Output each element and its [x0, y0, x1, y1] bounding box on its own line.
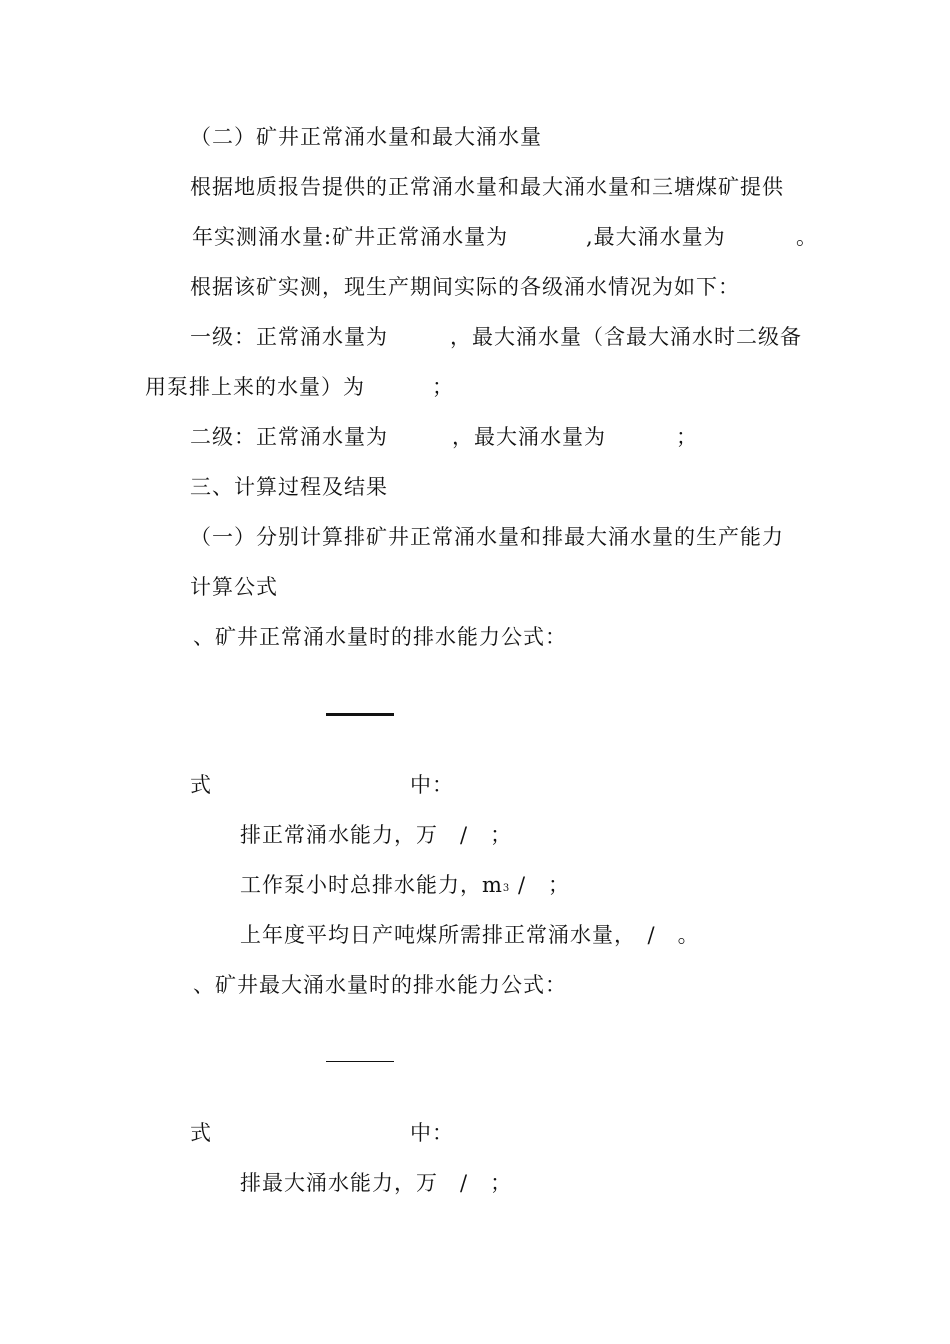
paragraph-line: 用泵排上来的水量）为	[145, 375, 365, 399]
paragraph-fragment: 。	[796, 225, 818, 249]
fraction-bar	[326, 1061, 394, 1062]
definition-line: 排正常涌水能力，万 / ；	[240, 823, 513, 847]
where-label: 中：	[410, 1121, 454, 1145]
superscript: 3	[502, 883, 511, 894]
where-label: 中：	[410, 773, 454, 797]
definition-line	[240, 872, 570, 903]
where-label: 式	[190, 773, 212, 797]
paragraph-fragment: ，最大涌水量（含最大涌水时二级备	[450, 325, 802, 349]
definition-line: 排最大涌水能力，万 / ；	[240, 1171, 513, 1195]
paragraph-line: 一级：正常涌水量为	[190, 325, 388, 349]
paragraph-fragment: ，最大涌水量为	[452, 425, 606, 449]
paragraph-fragment: ；	[676, 425, 698, 449]
definition-text: 工作泵小时总排水能力，m	[240, 873, 503, 897]
paragraph-line: 年实测涌水量:矿井正常涌水量为	[192, 225, 509, 249]
definition-text: / ；	[510, 873, 571, 897]
subheading: 计算公式	[190, 575, 278, 599]
formula-title: 、矿井最大涌水量时的排水能力公式：	[193, 973, 567, 997]
heading-section-3: 三、计算过程及结果	[190, 475, 388, 499]
formula-title: 、矿井正常涌水量时的排水能力公式：	[193, 625, 567, 649]
paragraph-fragment: ；	[432, 375, 454, 399]
heading-section-2: （二）矿井正常涌水量和最大涌水量	[190, 125, 542, 149]
fraction-bar	[326, 713, 394, 716]
paragraph-fragment: ,最大涌水量为	[586, 225, 726, 249]
where-label: 式	[190, 1121, 212, 1145]
paragraph-line: 根据该矿实测，现生产期间实际的各级涌水情况为如下：	[190, 275, 740, 299]
paragraph-line: 根据地质报告提供的正常涌水量和最大涌水量和三塘煤矿提供	[190, 175, 784, 199]
subheading: （一）分别计算排矿井正常涌水量和排最大涌水量的生产能力	[190, 525, 784, 549]
paragraph-line: 二级：正常涌水量为	[190, 425, 388, 449]
definition-line: 上年度平均日产吨煤所需排正常涌水量， / 。	[240, 923, 700, 947]
